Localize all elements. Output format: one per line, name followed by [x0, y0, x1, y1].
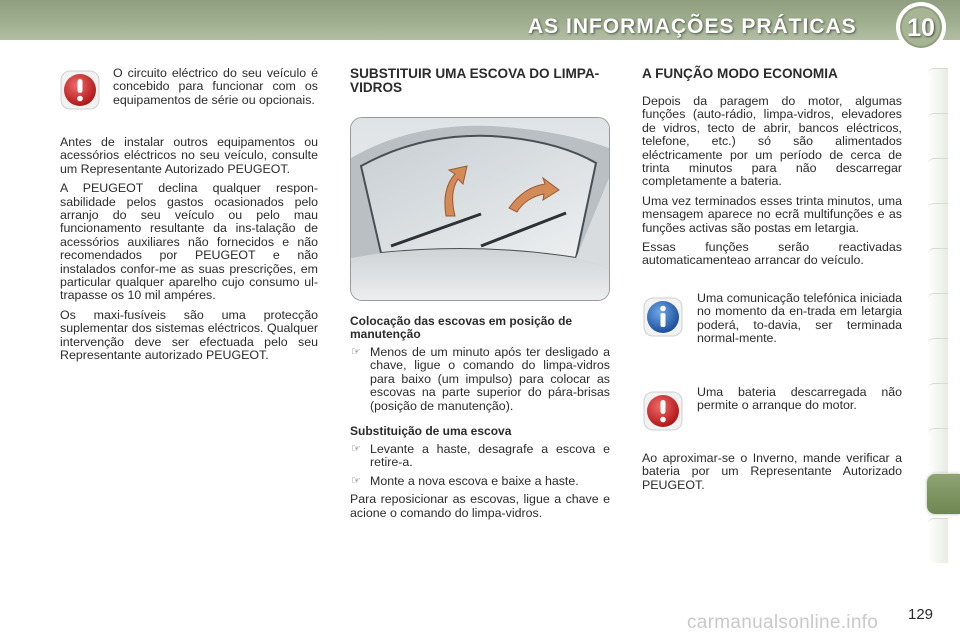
paragraph: Uma vez terminados esses trinta minutos, uma mensagem aparece no ecrã multifunções e as funções activas são postas em letargia.: [642, 193, 902, 235]
list-item-text: Levante a haste, desagrafe a escova e retire-a.: [370, 442, 610, 470]
section-title: A FUNÇÃO MODO ECONOMIA: [642, 66, 838, 81]
middle-column: [350, 67, 610, 526]
list-item-text: Menos de um minuto após ter desligado a chave, ligue o comando do limpa-vidros para baixo (um impulso) para colocar as escovas na parte superior do pára-brisas (posição de manutenção).: [370, 345, 610, 413]
subsection-title: Substituição de uma escova: [350, 424, 512, 439]
windscreen-illustration: [351, 118, 609, 300]
right-column: [642, 67, 902, 498]
hand-pointer-icon: ☞: [351, 443, 361, 456]
warning-text: Uma bateria descarregada não permite o arranque do motor.: [697, 384, 902, 413]
chapter-tab[interactable]: [928, 158, 948, 203]
list-item-text: Monte a nova escova e baixe a haste.: [370, 473, 579, 488]
paragraph: Os maxi-fusíveis são uma protecção suplementar dos sistemas eléctricos. Qualquer intervenção deve ser efectuada pelo seu Representante autorizado PEUGEOT.: [60, 307, 318, 363]
chapter-tab-active[interactable]: [927, 474, 960, 514]
paragraph: A PEUGEOT declina qualquer respon-sabilidade pelos gastos ocasionados pelo arranjo do seu veículo ou pelo mau funcionamento resultante da ins-talação de acessórios auxiliares não fornecidos e não recomendados por PEUGEOT e não instalados confor-me as suas prescrições, em particular qualquer aparelho cujo consumo ul-trapasse os 10 mil ampéres.: [60, 181, 318, 303]
paragraph: Antes de instalar outros equipamentos ou acessórios eléctricos no seu veículo, consulte um Representante Autorizado PEUGEOT.: [60, 135, 318, 176]
alert-box: [60, 67, 318, 133]
paragraph: Para reposicionar as escovas, ligue a chave e acione o comando do limpa-vidros.: [350, 492, 610, 520]
hand-pointer-icon: ☞: [351, 474, 361, 487]
alert-text: O circuito eléctrico do seu veículo é concebido para funcionar com os equipamentos de série ou opcionais.: [113, 66, 318, 107]
windscreen-photo: [350, 117, 610, 301]
chapter-tab[interactable]: [928, 338, 948, 383]
paragraph: Depois da paragem do motor, algumas funções (auto-rádio, limpa-vidros, elevadores de vidros, tecto de abrir, bancos eléctricos, telefone, etc.) só são alimentados eléctricamente por um período de cerca de trinta minutos para não descarregar completamente a bateria.: [642, 94, 902, 189]
info-text: Uma comunicação telefónica iniciada no momento da en-trada em letargia poderá, to-davia, ser terminada normal-mente.: [697, 290, 902, 346]
chapter-tab[interactable]: [928, 293, 948, 338]
chapter-tab[interactable]: [928, 428, 948, 473]
page-number: 129: [908, 606, 934, 623]
chapter-tab[interactable]: [928, 383, 948, 428]
page-title: AS INFORMAÇÕES PRÁTICAS: [528, 15, 857, 38]
exclamation-icon: [60, 70, 100, 110]
hand-pointer-icon: ☞: [351, 346, 361, 358]
section-title: SUBSTITUIR UMA ESCOVA DO LIMPA-VIDROS: [350, 66, 600, 95]
watermark: carmanualsonline.info: [687, 612, 879, 633]
list-item: [350, 443, 610, 470]
list-item: [350, 475, 610, 488]
list-item: [350, 346, 610, 413]
paragraph: Essas funções serão reactivadas automaticamenteao arrancar do veículo.: [642, 240, 902, 268]
paragraph: Ao aproximar-se o Inverno, mande verificar a bateria por um Representante Autorizado PEUGEOT.: [642, 450, 902, 492]
chapter-tab[interactable]: [928, 203, 948, 248]
chapter-tab[interactable]: [928, 248, 948, 293]
chapter-tab[interactable]: [928, 518, 948, 563]
exclamation-icon: [643, 391, 683, 431]
chapter-tab[interactable]: [928, 113, 948, 158]
info-icon: [643, 297, 683, 337]
warning-box: [642, 386, 902, 434]
info-box: [642, 292, 902, 366]
chapter-tab[interactable]: [928, 68, 948, 113]
subsection-title: Colocação das escovas em posição de manutenção: [350, 314, 573, 341]
left-column: [60, 67, 318, 369]
header-stripe: [0, 40, 960, 46]
chapter-number: 10: [907, 14, 935, 42]
